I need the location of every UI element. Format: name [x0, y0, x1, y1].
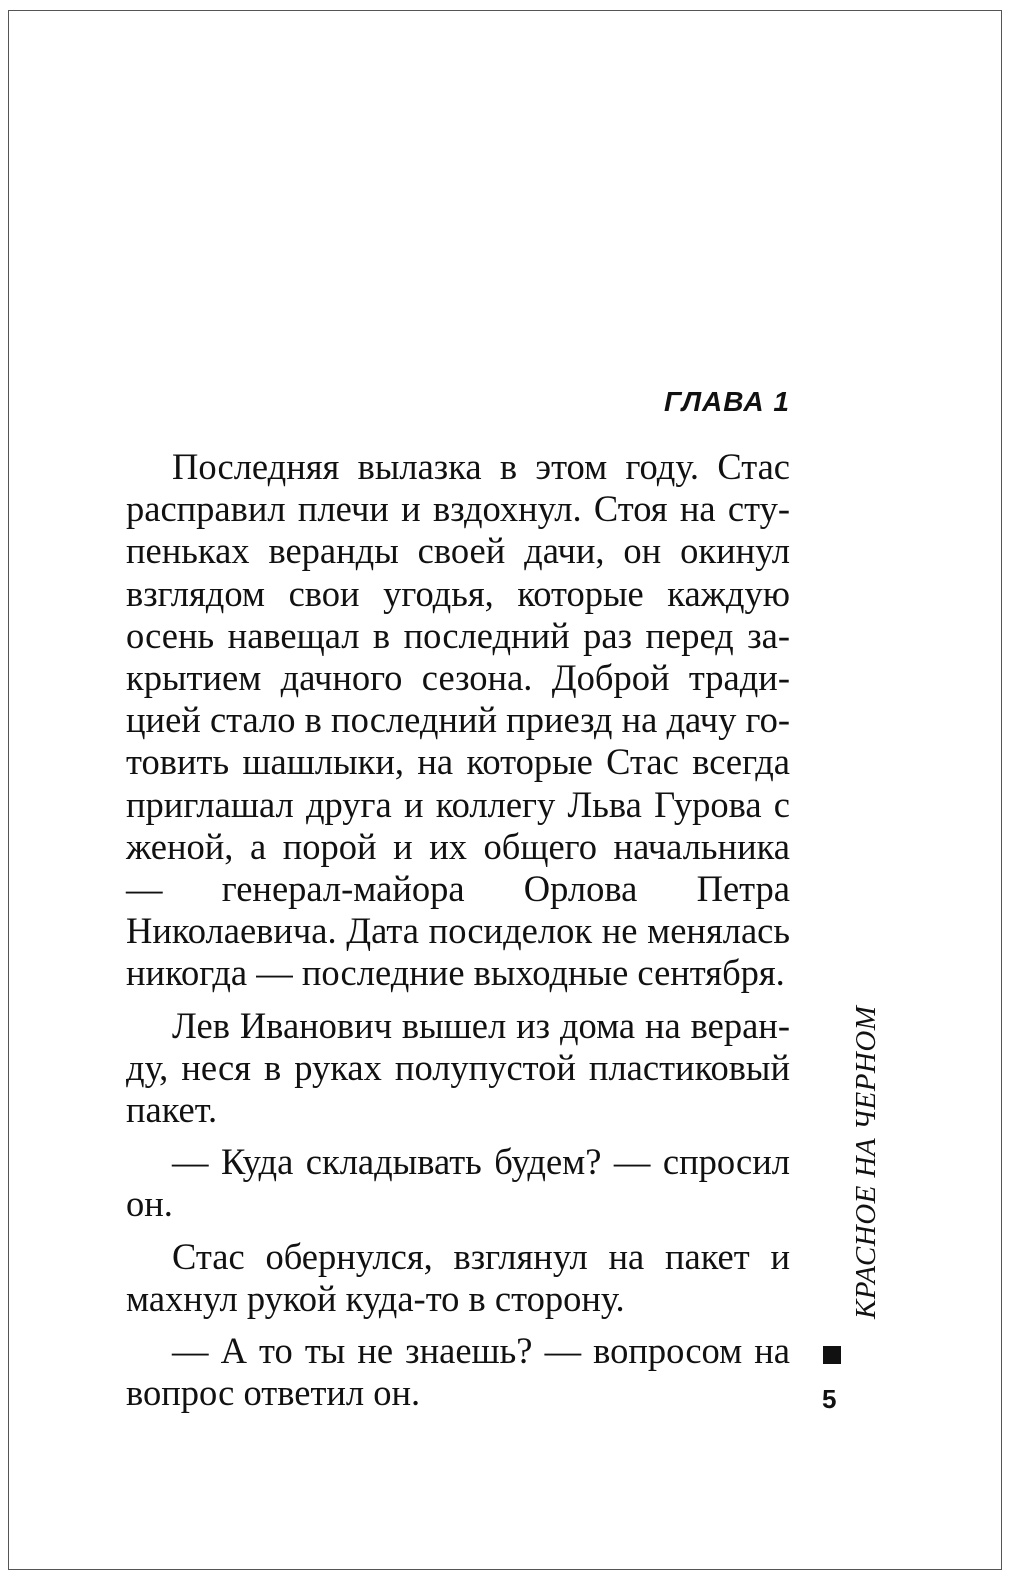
paragraph: — А то ты не знаешь? — вопросом на вопрос ответил он.: [126, 1330, 790, 1414]
paragraph: Лев Иванович вышел из дома на веранду, неся в руках полупустой пластиковый пакет.: [126, 1004, 790, 1131]
chapter-title: ГЛАВА 1: [664, 386, 790, 417]
running-book-title: КРАСНОЕ НА ЧЕРНОМ: [850, 1005, 882, 1319]
square-marker-icon: [823, 1346, 841, 1364]
page-number: 5: [822, 1384, 837, 1414]
paragraph: — Куда складывать будем? — спросил он.: [126, 1141, 790, 1225]
chapter-body: [126, 446, 790, 1414]
paragraph: Последняя вылазка в этом году. Стас расправил плечи и вздохнул. Стоя на ступеньках веранды своей дачи, он окинул взглядом свои угодья, которые каждую осень навещал в последний раз перед закрытием дачного сезона. Доброй традицией стало в последний приезд на дачу готовить шашлыки, на которые Стас всегда приглашал друга и коллегу Льва Гурова с женой, а порой и их общего начальника — генерал-майора Орлова Петра Николаевича. Дата посиделок не менялась никогда — последние выходные сентября.: [126, 446, 790, 994]
paragraph: Стас обернулся, взглянул на пакет и махнул рукой куда-то в сторону.: [126, 1235, 790, 1319]
